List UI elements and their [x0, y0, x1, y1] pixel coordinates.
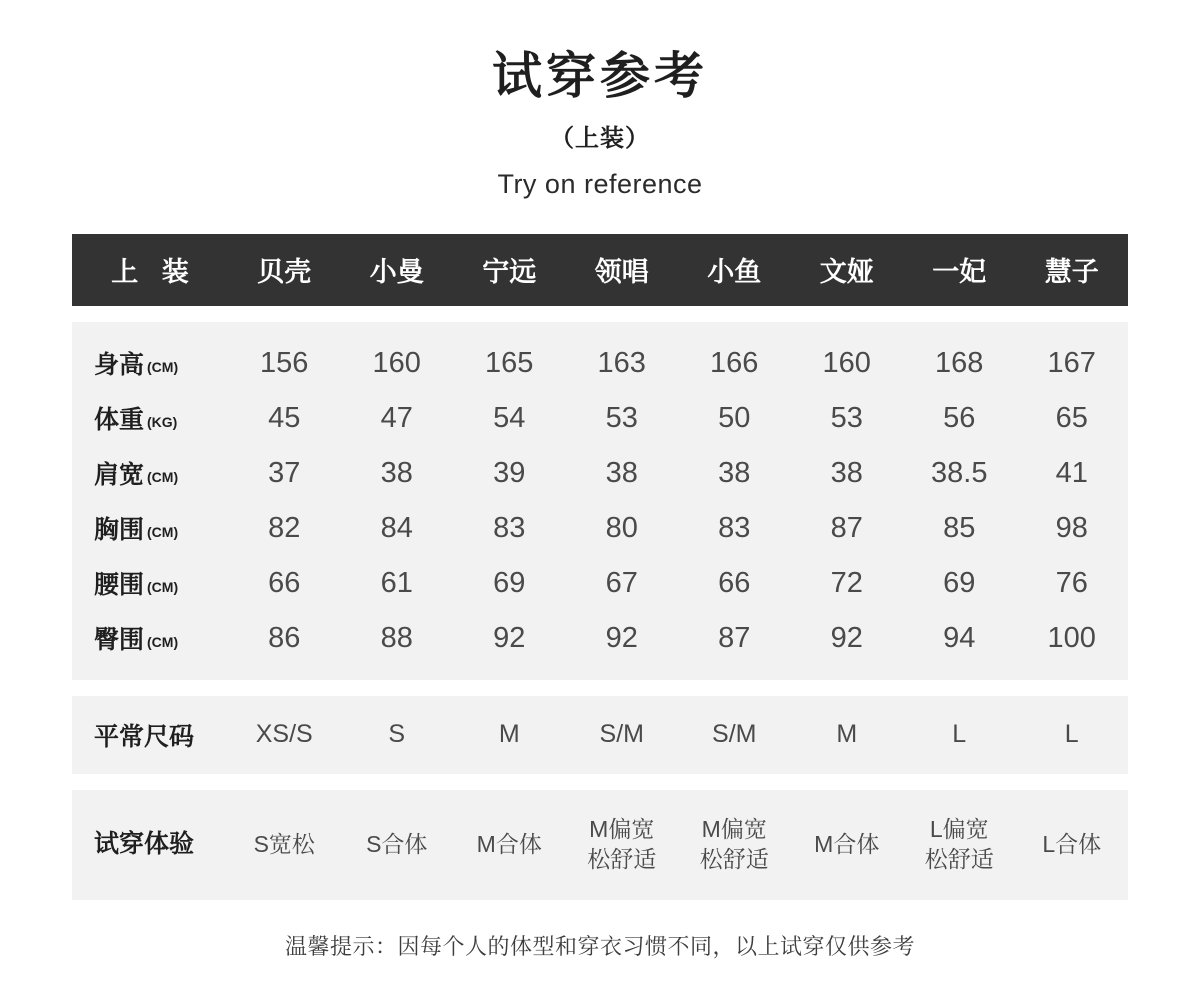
spacer-middle-1 — [72, 680, 1128, 696]
table-row — [72, 391, 1128, 446]
cell-tryon-7: L合体 — [1016, 790, 1129, 900]
size-table — [72, 234, 1128, 900]
cell-hip-2: 92 — [453, 611, 566, 680]
cell-shoulder-6: 38.5 — [903, 446, 1016, 501]
spacer-top — [72, 306, 1128, 322]
cell-waist-4: 66 — [678, 556, 791, 611]
cell-tryon-0: S宽松 — [228, 790, 341, 900]
cell-bust-1: 84 — [341, 501, 454, 556]
row-label-text: 胸围 — [94, 516, 145, 544]
cell-waist-1: 61 — [341, 556, 454, 611]
footer-note: 温馨提示：因每个人的体型和穿衣习惯不同，以上试穿仅供参考 — [284, 933, 915, 959]
table-row — [72, 501, 1128, 556]
cell-shoulder-3: 38 — [566, 446, 679, 501]
row-label-try-on: 试穿体验 — [72, 790, 228, 900]
cell-waist-2: 69 — [453, 556, 566, 611]
cell-waist-3: 67 — [566, 556, 679, 611]
table-column-header-1: 小曼 — [369, 257, 424, 287]
cell-hip-1: 88 — [341, 611, 454, 680]
cell-height-7: 167 — [1016, 322, 1129, 391]
cell-height-6: 168 — [903, 322, 1016, 391]
row-label-weight — [72, 391, 228, 446]
row-label-unit: (CM) — [147, 579, 179, 595]
cell-height-1: 160 — [341, 322, 454, 391]
row-label-unit: (CM) — [147, 524, 179, 540]
cell-height-0: 156 — [228, 322, 341, 391]
page-subtitle-en: Try on reference — [497, 168, 703, 199]
page-header — [0, 0, 1200, 200]
table-column-header-6: 一妃 — [932, 257, 987, 287]
row-label-text: 体重 — [94, 406, 145, 434]
cell-tryon-2: M合体 — [453, 790, 566, 900]
row-label-shoulder — [72, 446, 228, 501]
size-table-wrapper — [72, 234, 1128, 900]
cell-tryon-6: L偏宽 松舒适 — [903, 790, 1016, 900]
cell-height-3: 163 — [566, 322, 679, 391]
cell-weight-1: 47 — [341, 391, 454, 446]
table-column-header-4: 小鱼 — [707, 257, 762, 287]
table-header — [72, 234, 1128, 306]
cell-usual-0: XS/S — [228, 696, 341, 774]
try-on-experience-block — [72, 790, 1128, 900]
cell-height-2: 165 — [453, 322, 566, 391]
cell-bust-5: 87 — [791, 501, 904, 556]
table-header-row — [72, 234, 1128, 306]
metrics-block — [72, 322, 1128, 680]
row-label-unit: (KG) — [147, 414, 178, 430]
row-label-unit: (CM) — [147, 634, 179, 650]
cell-waist-7: 76 — [1016, 556, 1129, 611]
table-row — [72, 322, 1128, 391]
usual-size-block — [72, 696, 1128, 774]
cell-bust-4: 83 — [678, 501, 791, 556]
row-label-text: 腰围 — [94, 571, 145, 599]
cell-weight-5: 53 — [791, 391, 904, 446]
cell-height-4: 166 — [678, 322, 791, 391]
cell-tryon-3: M偏宽 松舒适 — [566, 790, 679, 900]
table-column-header-7: 慧子 — [1044, 257, 1099, 287]
cell-usual-5: M — [791, 696, 904, 774]
cell-bust-7: 98 — [1016, 501, 1129, 556]
cell-usual-6: L — [903, 696, 1016, 774]
cell-weight-4: 50 — [678, 391, 791, 446]
cell-bust-0: 82 — [228, 501, 341, 556]
cell-shoulder-7: 41 — [1016, 446, 1129, 501]
cell-hip-5: 92 — [791, 611, 904, 680]
cell-bust-6: 85 — [903, 501, 1016, 556]
cell-weight-2: 54 — [453, 391, 566, 446]
cell-hip-7: 100 — [1016, 611, 1129, 680]
row-label-unit: (CM) — [147, 469, 179, 485]
table-column-header-0: 贝壳 — [257, 257, 312, 287]
cell-tryon-4: M偏宽 松舒适 — [678, 790, 791, 900]
cell-shoulder-0: 37 — [228, 446, 341, 501]
cell-bust-2: 83 — [453, 501, 566, 556]
cell-weight-6: 56 — [903, 391, 1016, 446]
row-label-text: 臀围 — [94, 626, 145, 654]
cell-shoulder-1: 38 — [341, 446, 454, 501]
table-column-header-3: 领唱 — [594, 257, 649, 287]
row-label-text: 肩宽 — [94, 461, 145, 489]
table-column-header-2: 宁远 — [482, 257, 537, 287]
cell-weight-7: 65 — [1016, 391, 1129, 446]
cell-weight-0: 45 — [228, 391, 341, 446]
cell-shoulder-5: 38 — [791, 446, 904, 501]
row-label-text: 身高 — [94, 351, 145, 379]
table-corner-label: 上 装 — [111, 257, 197, 287]
cell-shoulder-2: 39 — [453, 446, 566, 501]
table-row — [72, 611, 1128, 680]
cell-hip-6: 94 — [903, 611, 1016, 680]
row-label-waist — [72, 556, 228, 611]
cell-weight-3: 53 — [566, 391, 679, 446]
cell-tryon-1: S合体 — [341, 790, 454, 900]
table-row — [72, 790, 1128, 900]
cell-shoulder-4: 38 — [678, 446, 791, 501]
row-label-height — [72, 322, 228, 391]
cell-hip-0: 86 — [228, 611, 341, 680]
row-label-unit: (CM) — [147, 359, 179, 375]
table-row — [72, 446, 1128, 501]
row-label-bust — [72, 501, 228, 556]
cell-bust-3: 80 — [566, 501, 679, 556]
row-label-hip — [72, 611, 228, 680]
spacer-middle-2 — [72, 774, 1128, 790]
cell-usual-7: L — [1016, 696, 1129, 774]
page-subtitle-cn: （上装） — [550, 124, 650, 152]
cell-height-5: 160 — [791, 322, 904, 391]
cell-hip-4: 87 — [678, 611, 791, 680]
cell-usual-1: S — [341, 696, 454, 774]
table-row — [72, 556, 1128, 611]
cell-usual-3: S/M — [566, 696, 679, 774]
page-title: 试穿参考 — [492, 48, 708, 104]
table-row — [72, 696, 1128, 774]
cell-hip-3: 92 — [566, 611, 679, 680]
row-label-usual-size: 平常尺码 — [72, 696, 228, 774]
cell-waist-0: 66 — [228, 556, 341, 611]
cell-usual-4: S/M — [678, 696, 791, 774]
cell-tryon-5: M合体 — [791, 790, 904, 900]
table-column-header-5: 文娅 — [819, 257, 874, 287]
cell-waist-6: 69 — [903, 556, 1016, 611]
cell-usual-2: M — [453, 696, 566, 774]
cell-waist-5: 72 — [791, 556, 904, 611]
